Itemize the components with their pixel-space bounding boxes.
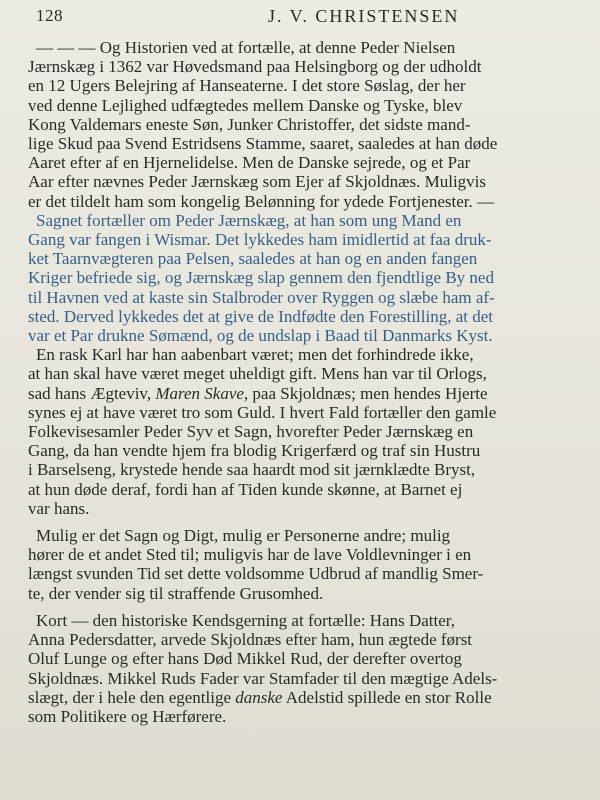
page-number: 128 <box>36 6 63 25</box>
body-text <box>28 38 584 726</box>
text-line: en 12 Ugers Belejring af Hanseaterne. I det store Søslag, der her <box>28 76 466 96</box>
text-line: ved denne Lejlighed udfægtedes mellem Danske og Tyske, blev <box>28 95 463 115</box>
text-line: Kriger befriede sig, og Jærnskæg slap gennem den fjendtlige By ned <box>28 268 494 288</box>
text-line: Skjoldnæs. Mikkel Ruds Fader var Stamfader til den mægtige Adels- <box>28 668 498 688</box>
text-line: at han skal have været meget uheldigt gift. Mens han var til Orlogs, <box>28 364 487 384</box>
text-span: , paa Skjoldnæs; men hendes Hjerte <box>243 383 488 403</box>
text-line: at hun døde deraf, fordi han af Tiden kunde skønne, at Barnet ej <box>28 479 463 499</box>
text-line: som Politikere og Hærførere. <box>28 706 227 726</box>
text-span: slægt, der i hele den egentlige <box>28 687 236 707</box>
text-line: Aaret efter af en Hjernelidelse. Men de Danske sejrede, og et Par <box>28 153 471 173</box>
text-line <box>28 384 584 403</box>
paragraph <box>28 211 584 345</box>
text-line: Oluf Lunge og efter hans Død Mikkel Rud, der derefter overtog <box>28 649 462 669</box>
paragraph <box>28 345 584 518</box>
paragraph <box>28 611 584 726</box>
text-span: sad hans Ægteviv, <box>28 383 156 403</box>
text-line: Aar efter nævnes Peder Jærnskæg som Ejer af Skjoldnæs. Muligvis <box>28 172 487 192</box>
text-line: var hans. <box>28 498 90 518</box>
running-title: J. V. CHRISTENSEN <box>268 6 460 26</box>
paragraph <box>28 38 584 211</box>
text-line: Anna Pedersdatter, arvede Skjoldnæs efter ham, hun ægtede først <box>28 630 473 650</box>
text-line: hører de et andet Sted til; muligvis har de lave Voldlevninger i en <box>28 545 472 565</box>
text-line: Kort — den historiske Kendsgerning at fortælle: Hans Datter, <box>36 610 456 630</box>
italic-name: Maren Skave <box>155 383 244 403</box>
text-line: lige Skud paa Svend Estridsens Stamme, saaret, saaledes at han døde <box>28 134 498 154</box>
text-span: Adelstid spillede en stor Rolle <box>282 687 492 707</box>
text-line: Folkevisesamler Peder Syv et Sagn, hvorefter Peder Jærnskæg en <box>28 422 474 442</box>
text-line: sted. Derved lykkedes det at give de Indfødte den Forestilling, at det <box>28 306 494 326</box>
text-line <box>28 688 584 707</box>
text-line: ket Taarnvægteren paa Pelsen, saaledes at han og en anden fangen <box>28 249 478 269</box>
text-line: synes ej at have været tro som Guld. I hvert Fald fortæller den gamle <box>28 402 497 422</box>
text-line: er det tildelt ham som kongelig Belønning for ydede Fortjenester. — <box>28 191 494 211</box>
italic-word: danske <box>235 687 283 707</box>
text-line: Gang, da han vendte hjem fra blodig Krigerfærd og traf sin Hustru <box>28 441 481 461</box>
text-line: var et Par drukne Sømænd, og de undslap i Baad til Danmarks Kyst. <box>28 326 493 346</box>
text-line: til Havnen ved at kaste sin Stalbroder over Ryggen og slæbe ham af- <box>28 287 495 307</box>
text-line: Mulig er det Sagn og Digt, mulig er Personerne andre; mulig <box>36 526 451 546</box>
text-line: Sagnet fortæller om Peder Jærnskæg, at han som ung Mand en <box>36 210 462 230</box>
paragraph <box>28 526 584 603</box>
text-line: Gang var fangen i Wismar. Det lykkedes ham imidlertid at faa druk- <box>28 230 492 250</box>
text-line: — — — Og Historien ved at fortælle, at denne Peder Nielsen <box>36 38 456 57</box>
text-line: Jærnskæg i 1362 var Høvedsmand paa Helsingborg og der udholdt <box>28 57 482 77</box>
text-line: længst svunden Tid set dette voldsomme Udbrud af mandlig Smer- <box>28 564 484 584</box>
text-line: En rask Karl har han aabenbart været; men det forhindrede ikke, <box>36 345 474 365</box>
page-header <box>36 6 570 30</box>
text-line: te, der vender sig til straffende Grusomhed. <box>28 583 324 603</box>
text-line: Kong Valdemars eneste Søn, Junker Christoffer, det sidste mand- <box>28 114 471 134</box>
text-line: i Barselseng, krystede hende saa haardt mod sit jærnklædte Bryst, <box>28 460 476 480</box>
